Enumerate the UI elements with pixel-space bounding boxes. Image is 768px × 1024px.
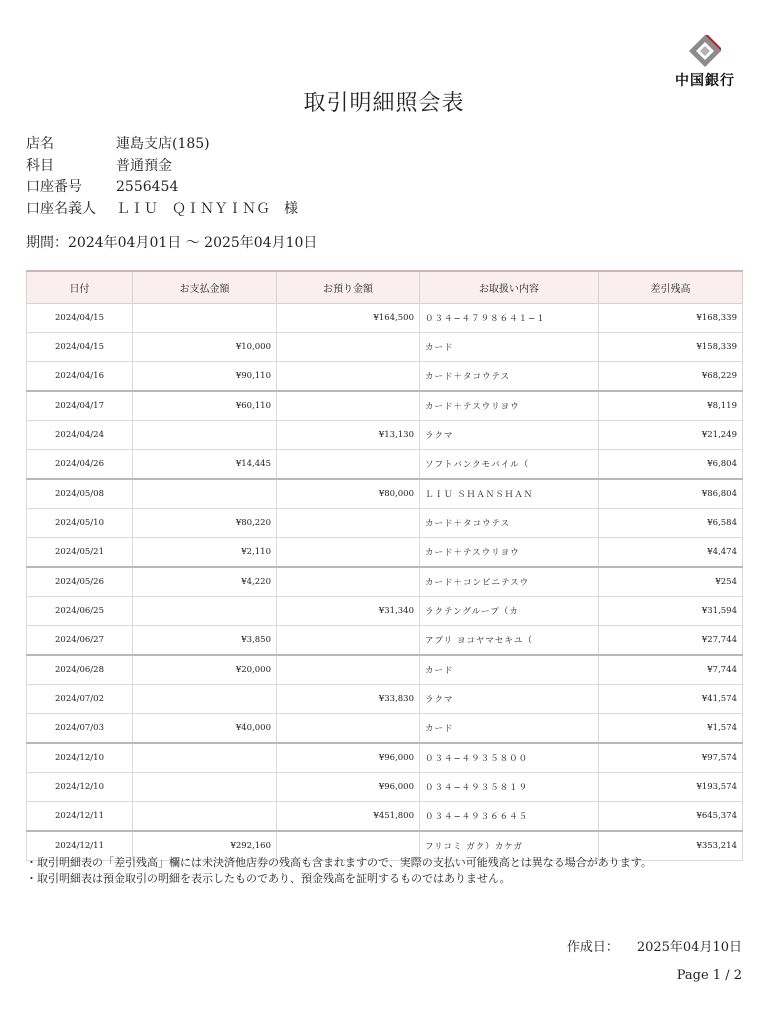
cell-deposit [277,655,420,685]
cell-description: ＬＩＵ ＳＨＡＮＳＨＡＮ [420,479,599,509]
cell-date: 2024/04/16 [27,362,133,392]
cell-payment: ¥90,110 [133,362,277,392]
table-row [27,421,743,450]
notes [26,855,746,887]
cell-deposit [277,626,420,656]
cell-balance: ¥21,249 [599,421,743,450]
cell-payment [133,743,277,773]
statement-period: 期間：2024年04月01日 〜 2025年04月10日 [26,235,318,251]
cell-payment [133,597,277,626]
cell-description: ソフトバンクモバイル（ [420,450,599,480]
cell-balance: ¥6,804 [599,450,743,480]
cell-payment: ¥20,000 [133,655,277,685]
cell-balance: ¥27,744 [599,626,743,656]
table-row [27,304,743,333]
cell-date: 2024/06/28 [27,655,133,685]
cell-description: カード [420,714,599,744]
cell-balance: ¥645,374 [599,802,743,832]
cell-payment: ¥80,220 [133,509,277,538]
cell-balance: ¥193,574 [599,773,743,802]
transaction-table [26,270,743,861]
cell-date: 2024/12/10 [27,773,133,802]
cell-description: カード [420,655,599,685]
table-row [27,450,743,480]
table-row [27,655,743,685]
cell-date: 2024/04/26 [27,450,133,480]
cell-deposit: ¥164,500 [277,304,420,333]
cell-deposit: ¥96,000 [277,773,420,802]
created-value: 2025年04月10日 [636,940,742,955]
info-value: 普通預金 [116,157,172,174]
info-row-account-holder [26,199,298,221]
info-value: ＬＩＵ ＱＩＮＹＩＮＧ 様 [116,200,298,217]
cell-payment [133,479,277,509]
cell-deposit: ¥451,800 [277,802,420,832]
cell-payment: ¥60,110 [133,391,277,421]
cell-balance: ¥254 [599,567,743,597]
cell-date: 2024/12/11 [27,802,133,832]
bank-name: 中国銀行 [675,73,735,89]
table-row [27,509,743,538]
page-title: 取引明細照会表 [303,91,465,116]
cell-payment: ¥2,110 [133,538,277,568]
table-row [27,391,743,421]
cell-deposit [277,567,420,597]
info-row-account-number [26,177,298,199]
cell-description: ラクマ [420,685,599,714]
cell-balance: ¥41,574 [599,685,743,714]
cell-deposit: ¥31,340 [277,597,420,626]
table-row [27,333,743,362]
cell-balance: ¥31,594 [599,597,743,626]
cell-payment: ¥40,000 [133,714,277,744]
cell-deposit: ¥80,000 [277,479,420,509]
cell-deposit [277,333,420,362]
info-label: 口座名義人 [26,200,96,217]
table-header-row [27,271,743,304]
cell-balance: ¥353,214 [599,831,743,861]
cell-balance: ¥68,229 [599,362,743,392]
cell-payment [133,773,277,802]
cell-payment: ¥4,220 [133,567,277,597]
note-item: ・取引明細表は預金取引の明細を表示したものであり、預金残高を証明するものではありません。 [26,872,511,885]
cell-description: カード＋タコウテス [420,362,599,392]
cell-date: 2024/05/08 [27,479,133,509]
cell-description: カード＋テスウリヨウ [420,538,599,568]
cell-date: 2024/04/17 [27,391,133,421]
cell-description: ラクマ [420,421,599,450]
cell-description: ０３４−４７９８６４１−１ [420,304,599,333]
header-date: 日付 [27,271,133,304]
cell-balance: ¥86,804 [599,479,743,509]
header-description: お取扱い内容 [420,271,599,304]
diamond-logo-icon [688,34,722,68]
cell-date: 2024/12/10 [27,743,133,773]
cell-description: カード＋タコウテス [420,509,599,538]
cell-description: フリコミ ガク）カケガ [420,831,599,861]
cell-payment [133,421,277,450]
cell-description: アプリ ヨコヤマセキユ（ [420,626,599,656]
table-row [27,714,743,744]
table-row [27,773,743,802]
cell-description: ０３４−４９３５８１９ [420,773,599,802]
cell-deposit [277,714,420,744]
info-label: 店名 [26,136,54,152]
table-row [27,597,743,626]
header-deposit: お預り金額 [277,271,420,304]
cell-balance: ¥4,474 [599,538,743,568]
cell-description: カード＋コンビニテスウ [420,567,599,597]
table-row [27,538,743,568]
cell-payment: ¥3,850 [133,626,277,656]
cell-balance: ¥158,339 [599,333,743,362]
cell-balance: ¥1,574 [599,714,743,744]
table-row [27,479,743,509]
cell-deposit: ¥13,130 [277,421,420,450]
cell-deposit [277,391,420,421]
cell-date: 2024/05/26 [27,567,133,597]
cell-deposit [277,538,420,568]
created-date [567,936,742,955]
cell-payment: ¥14,445 [133,450,277,480]
cell-date: 2024/07/02 [27,685,133,714]
cell-date: 2024/04/15 [27,304,133,333]
cell-payment [133,304,277,333]
cell-deposit [277,509,420,538]
header-payment: お支払金額 [133,271,277,304]
cell-date: 2024/05/10 [27,509,133,538]
cell-date: 2024/05/21 [27,538,133,568]
cell-description: カード＋テスウリヨウ [420,391,599,421]
header-balance: 差引残高 [599,271,743,304]
table-row [27,567,743,597]
note-item: ・取引明細表の「差引残高」欄には未決済他店券の残高も含まれますので、実際の支払い可能残高とは異なる場合があります。 [26,856,652,869]
cell-balance: ¥6,584 [599,509,743,538]
cell-deposit [277,450,420,480]
cell-payment: ¥292,160 [133,831,277,861]
cell-deposit: ¥33,830 [277,685,420,714]
cell-balance: ¥168,339 [599,304,743,333]
cell-balance: ¥7,744 [599,655,743,685]
cell-deposit [277,362,420,392]
info-row-branch [26,134,298,156]
cell-date: 2024/06/25 [27,597,133,626]
info-value: 2556454 [116,179,179,195]
table-row [27,685,743,714]
table-row [27,743,743,773]
cell-description: カード [420,333,599,362]
bank-logo [668,34,742,90]
cell-description: ０３４−４９３６６４５ [420,802,599,832]
cell-description: ０３４−４９３５８００ [420,743,599,773]
cell-payment [133,685,277,714]
info-value: 連島支店(185) [116,136,210,152]
account-info [26,134,298,220]
table-row [27,362,743,392]
cell-date: 2024/04/15 [27,333,133,362]
cell-balance: ¥8,119 [599,391,743,421]
cell-payment [133,802,277,832]
cell-date: 2024/06/27 [27,626,133,656]
page-number: Page 1 / 2 [676,968,742,983]
created-label: 作成日： [566,940,619,955]
info-row-subject [26,156,298,178]
info-label: 科目 [26,157,54,174]
info-label: 口座番号 [26,179,82,195]
cell-deposit: ¥96,000 [277,743,420,773]
table-body [27,304,743,861]
cell-date: 2024/12/11 [27,831,133,861]
cell-date: 2024/07/03 [27,714,133,744]
cell-date: 2024/04/24 [27,421,133,450]
table-row [27,802,743,832]
cell-payment: ¥10,000 [133,333,277,362]
table-row [27,626,743,656]
cell-balance: ¥97,574 [599,743,743,773]
cell-description: ラクテングループ（カ [420,597,599,626]
